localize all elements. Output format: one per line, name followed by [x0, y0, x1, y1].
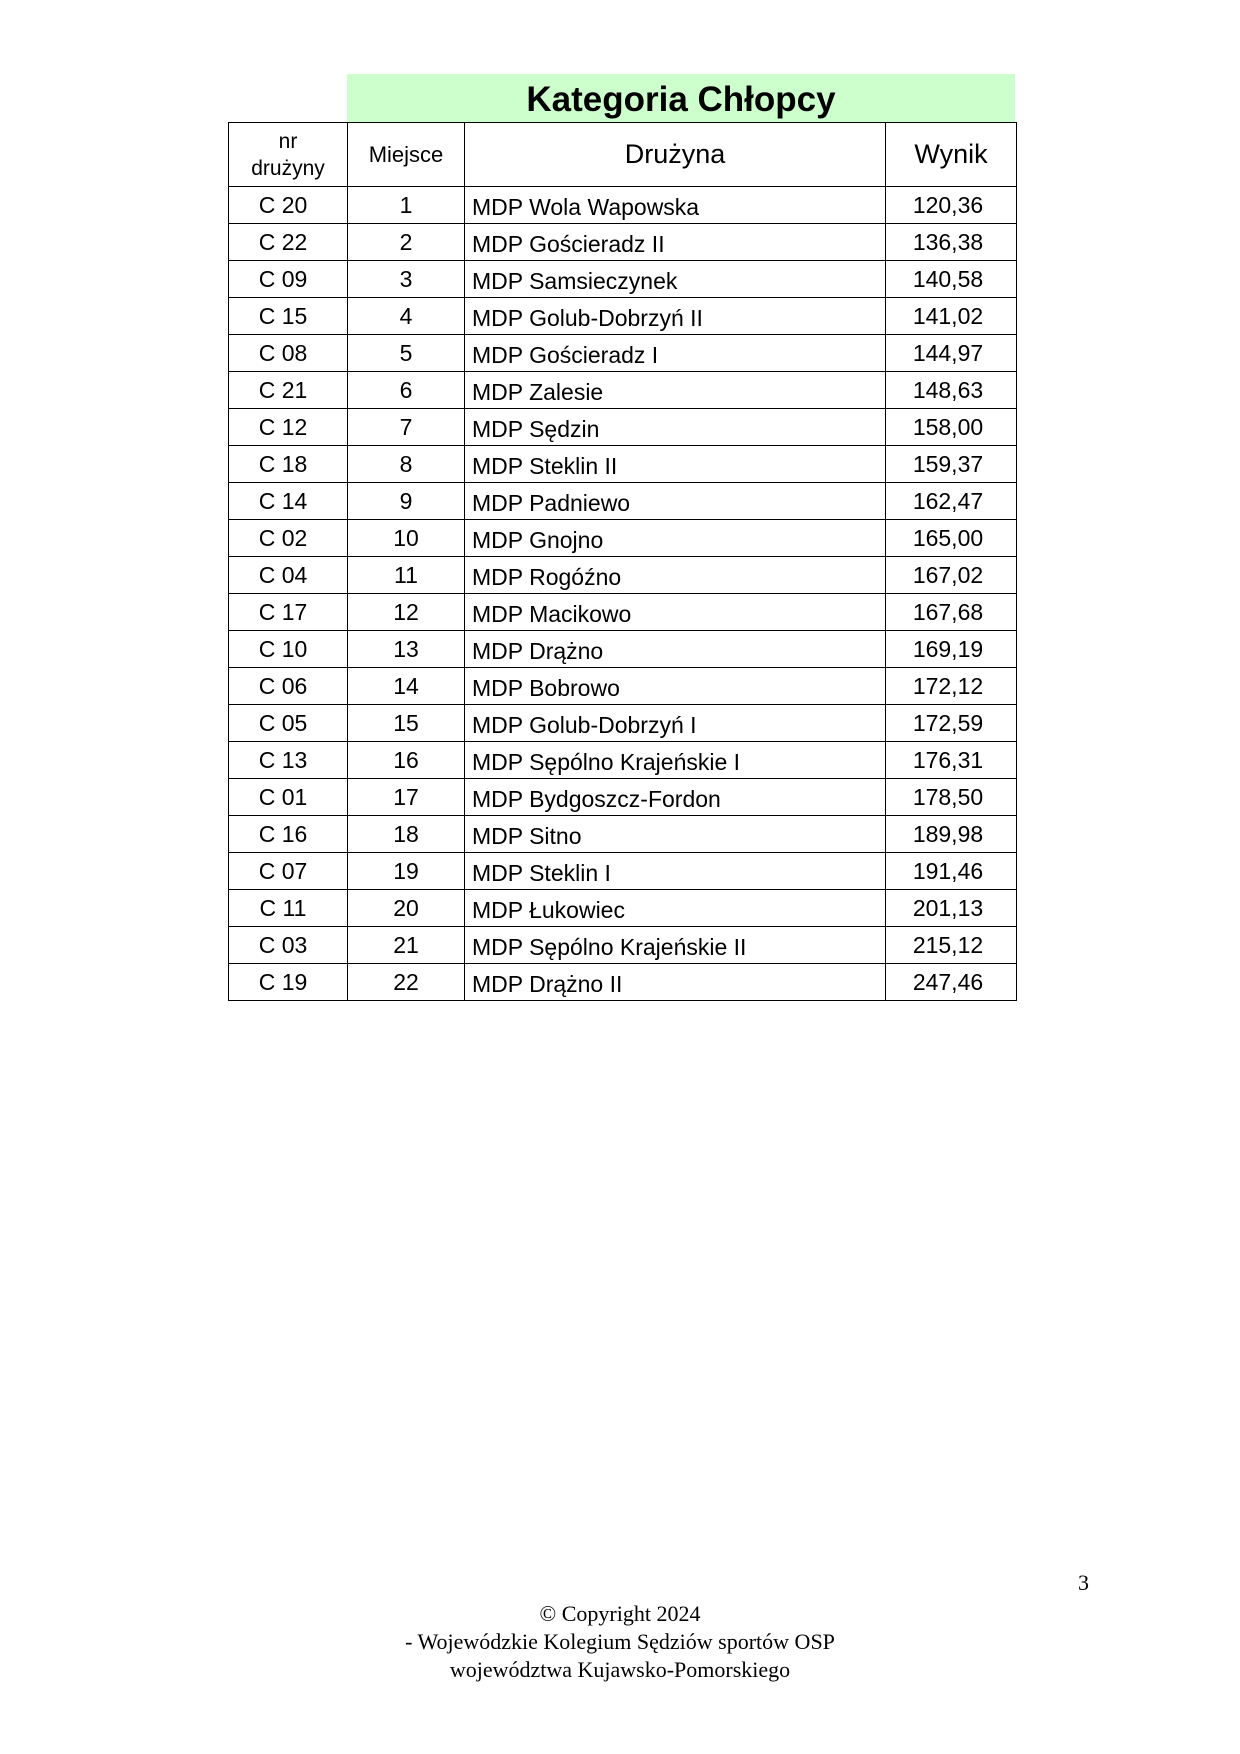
team-number-cell: C 01 [229, 779, 348, 816]
place-cell: 2 [348, 224, 465, 261]
place-cell: 8 [348, 446, 465, 483]
team-number-cell: C 09 [229, 261, 348, 298]
table-row [229, 742, 1017, 779]
team-number-cell: C 15 [229, 298, 348, 335]
table-row [229, 779, 1017, 816]
team-name-cell: MDP Macikowo [465, 594, 886, 631]
team-name-cell: MDP Sitno [465, 816, 886, 853]
team-number-cell: C 04 [229, 557, 348, 594]
place-cell: 9 [348, 483, 465, 520]
team-number-cell: C 10 [229, 631, 348, 668]
result-cell: 141,02 [886, 298, 1017, 335]
category-title: Kategoria Chłopcy [347, 74, 1015, 122]
team-name-cell: MDP Padniewo [465, 483, 886, 520]
place-cell: 21 [348, 927, 465, 964]
table-row [229, 372, 1017, 409]
result-cell: 159,37 [886, 446, 1017, 483]
table-row [229, 705, 1017, 742]
header-team-number-line2: drużyny [251, 156, 325, 180]
results-table [228, 122, 1017, 1001]
team-number-cell: C 16 [229, 816, 348, 853]
result-cell: 191,46 [886, 853, 1017, 890]
place-cell: 22 [348, 964, 465, 1001]
result-cell: 144,97 [886, 335, 1017, 372]
team-number-cell: C 14 [229, 483, 348, 520]
table-row [229, 964, 1017, 1001]
team-name-cell: MDP Gościeradz II [465, 224, 886, 261]
team-name-cell: MDP Golub-Dobrzyń I [465, 705, 886, 742]
result-cell: 140,58 [886, 261, 1017, 298]
result-cell: 189,98 [886, 816, 1017, 853]
place-cell: 4 [348, 298, 465, 335]
place-cell: 12 [348, 594, 465, 631]
place-cell: 7 [348, 409, 465, 446]
result-cell: 172,59 [886, 705, 1017, 742]
place-cell: 15 [348, 705, 465, 742]
team-number-cell: C 11 [229, 890, 348, 927]
result-cell: 120,36 [886, 187, 1017, 224]
result-cell: 136,38 [886, 224, 1017, 261]
table-row [229, 631, 1017, 668]
team-number-cell: C 03 [229, 927, 348, 964]
table-row [229, 409, 1017, 446]
table-row [229, 261, 1017, 298]
table-row [229, 298, 1017, 335]
footer-organization: - Wojewódzkie Kolegium Sędziów sportów OSP [405, 1629, 835, 1654]
table-body [229, 187, 1017, 1001]
header-team-number-line1: nr [278, 129, 298, 153]
team-name-cell: MDP Sędzin [465, 409, 886, 446]
team-name-cell: MDP Steklin II [465, 446, 886, 483]
team-name-cell: MDP Bobrowo [465, 668, 886, 705]
team-number-cell: C 18 [229, 446, 348, 483]
table-row [229, 335, 1017, 372]
page-number: 3 [1078, 1570, 1089, 1595]
team-name-cell: MDP Sępólno Krajeńskie II [465, 927, 886, 964]
footer [320, 1600, 920, 1684]
header-team-number [229, 123, 348, 187]
place-cell: 3 [348, 261, 465, 298]
footer-copyright: © Copyright 2024 [539, 1601, 701, 1626]
team-name-cell: MDP Drążno [465, 631, 886, 668]
team-name-cell: MDP Gościeradz I [465, 335, 886, 372]
team-name-cell: MDP Bydgoszcz-Fordon [465, 779, 886, 816]
table-row [229, 483, 1017, 520]
table-row [229, 927, 1017, 964]
team-name-cell: MDP Łukowiec [465, 890, 886, 927]
result-cell: 167,02 [886, 557, 1017, 594]
result-cell: 148,63 [886, 372, 1017, 409]
team-name-cell: MDP Steklin I [465, 853, 886, 890]
place-cell: 10 [348, 520, 465, 557]
header-team: Drużyna [465, 123, 886, 187]
team-number-cell: C 13 [229, 742, 348, 779]
result-cell: 176,31 [886, 742, 1017, 779]
team-number-cell: C 12 [229, 409, 348, 446]
result-cell: 162,47 [886, 483, 1017, 520]
team-number-cell: C 07 [229, 853, 348, 890]
result-cell: 169,19 [886, 631, 1017, 668]
team-number-cell: C 06 [229, 668, 348, 705]
place-cell: 20 [348, 890, 465, 927]
place-cell: 6 [348, 372, 465, 409]
table-row [229, 446, 1017, 483]
team-name-cell: MDP Rogóźno [465, 557, 886, 594]
header-place: Miejsce [348, 123, 465, 187]
team-name-cell: MDP Samsieczynek [465, 261, 886, 298]
place-cell: 17 [348, 779, 465, 816]
team-name-cell: MDP Drążno II [465, 964, 886, 1001]
table-row [229, 557, 1017, 594]
result-cell: 178,50 [886, 779, 1017, 816]
team-name-cell: MDP Zalesie [465, 372, 886, 409]
team-number-cell: C 05 [229, 705, 348, 742]
result-cell: 167,68 [886, 594, 1017, 631]
team-number-cell: C 17 [229, 594, 348, 631]
table-row [229, 187, 1017, 224]
result-cell: 158,00 [886, 409, 1017, 446]
team-number-cell: C 08 [229, 335, 348, 372]
team-number-cell: C 19 [229, 964, 348, 1001]
place-cell: 11 [348, 557, 465, 594]
team-name-cell: MDP Wola Wapowska [465, 187, 886, 224]
team-number-cell: C 02 [229, 520, 348, 557]
place-cell: 16 [348, 742, 465, 779]
header-result: Wynik [886, 123, 1017, 187]
table-row [229, 224, 1017, 261]
team-number-cell: C 21 [229, 372, 348, 409]
table-row [229, 594, 1017, 631]
table-row [229, 890, 1017, 927]
place-cell: 18 [348, 816, 465, 853]
place-cell: 1 [348, 187, 465, 224]
place-cell: 14 [348, 668, 465, 705]
table-row [229, 668, 1017, 705]
team-name-cell: MDP Gnojno [465, 520, 886, 557]
place-cell: 19 [348, 853, 465, 890]
result-cell: 201,13 [886, 890, 1017, 927]
result-cell: 247,46 [886, 964, 1017, 1001]
table-row [229, 853, 1017, 890]
result-cell: 165,00 [886, 520, 1017, 557]
team-number-cell: C 20 [229, 187, 348, 224]
team-name-cell: MDP Golub-Dobrzyń II [465, 298, 886, 335]
table-header-row [229, 123, 1017, 187]
place-cell: 13 [348, 631, 465, 668]
result-cell: 215,12 [886, 927, 1017, 964]
team-name-cell: MDP Sępólno Krajeńskie I [465, 742, 886, 779]
result-cell: 172,12 [886, 668, 1017, 705]
footer-region: województwa Kujawsko-Pomorskiego [449, 1657, 791, 1682]
team-number-cell: C 22 [229, 224, 348, 261]
table-row [229, 520, 1017, 557]
place-cell: 5 [348, 335, 465, 372]
table-row [229, 816, 1017, 853]
